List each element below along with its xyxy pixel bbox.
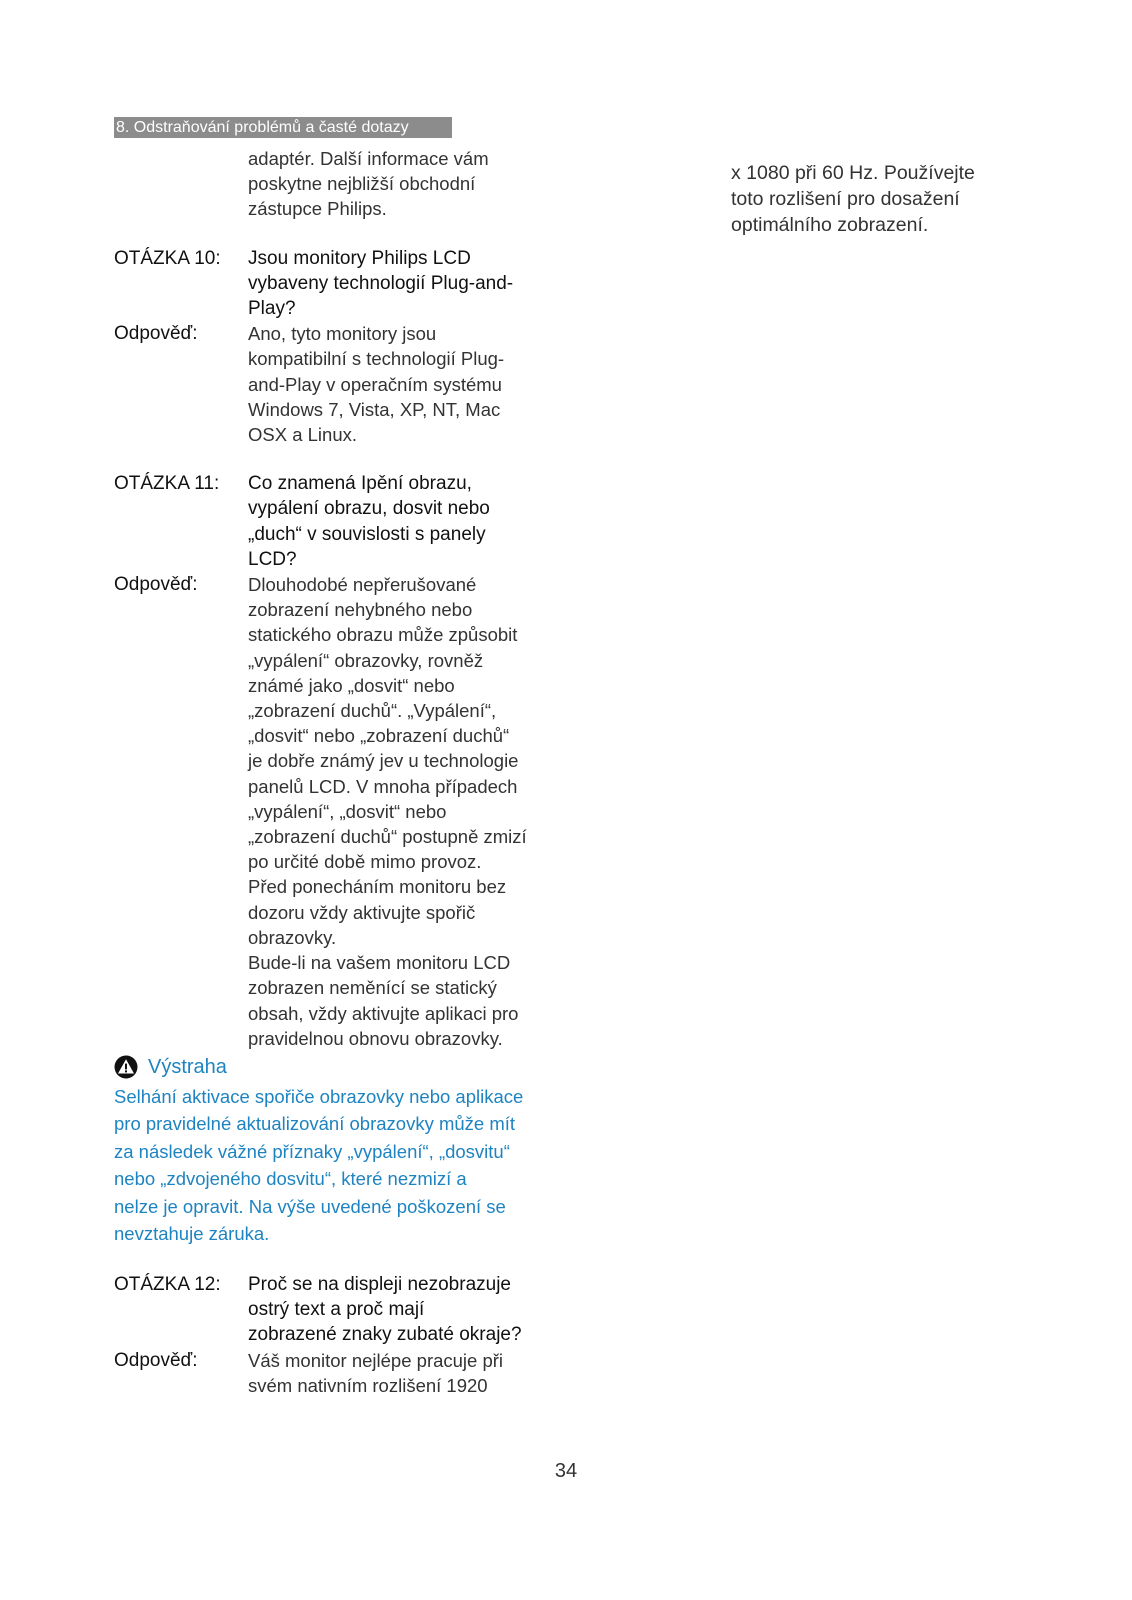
answer-12 xyxy=(114,1348,554,1398)
warning-triangle-icon xyxy=(114,1055,138,1079)
question-text: Co znamená Ipění obrazu, vypálení obrazu, dosvit nebo „duch“ v souvislosti s panely LCD? xyxy=(248,473,490,570)
answer-text: Dlouhodobé nepřerušované zobrazení nehybného nebo statického obrazu může způsobit „vypálení“ obrazovky, rovněž známé jako „dosvit“ nebo „zobrazení duchů“. „Vypálení“, „dosvit“ nebo „zobrazení duchů“ je dobře známý jev u technologie panelů LCD. V mnoha případech „vypálení“, „dosvit“ nebo „zobrazení duchů“ postupně zmizí po určité době mimo provoz. Před ponecháním monitoru bez dozoru vždy aktivujte spořič obrazovky. Bude-li na vašem monitoru LCD zobrazen neměnící se statický obsah, vždy aktivujte aplikaci pro pravidelnou obnovu obrazovky. xyxy=(248,574,527,1049)
warning-title: Výstraha xyxy=(148,1055,227,1078)
answer-text: Váš monitor nejlépe pracuje při svém nativním rozlišení 1920 xyxy=(248,1349,504,1396)
answer-label: Odpověď: xyxy=(114,1349,198,1371)
page-number: 34 xyxy=(554,1460,578,1482)
answer-10 xyxy=(114,321,554,447)
answer-11 xyxy=(114,572,554,1051)
question-text: Proč se na displeji nezobrazuje ostrý text a proč mají zobrazené znaky zubaté okraje? xyxy=(248,1273,522,1346)
section-header: 8. Odstraňování problémů a časté dotazy xyxy=(114,117,452,138)
question-10 xyxy=(114,246,554,322)
right-column: x 1080 při 60 Hz. Používejte toto rozlišení pro dosažení optimálního zobrazení. xyxy=(731,162,975,236)
question-label: OTÁZKA 12: xyxy=(114,1273,221,1295)
answer-text: Ano, tyto monitory jsou kompatibilní s technologií Plug- and-Play v operačním systému Windows 7, Vista, XP, NT, Mac OSX a Linux. xyxy=(248,323,505,446)
answer-label: Odpověď: xyxy=(114,323,198,345)
question-12 xyxy=(114,1272,554,1348)
question-label: OTÁZKA 10: xyxy=(114,247,221,269)
answer-label: Odpověď: xyxy=(114,574,198,596)
question-text: Jsou monitory Philips LCD vybaveny technologií Plug-and- Play? xyxy=(248,247,514,320)
left-column xyxy=(114,146,554,1398)
warning-text: Selhání aktivace spořiče obrazovky nebo aplikace pro pravidelné aktualizování obrazovky může mít za následek vážné příznaky „vypálení“, „dosvitu“ nebo „zdvojeného dosvitu“, které nezmizí a nelze je opravit. Na výše uvedené poškození se nevztahuje záruka. xyxy=(114,1085,524,1245)
warning-heading xyxy=(114,1053,554,1081)
question-11 xyxy=(114,471,554,572)
intro-text: adaptér. Další informace vám poskytne nejbližší obchodní zástupce Philips. xyxy=(248,148,489,220)
question-label: OTÁZKA 11: xyxy=(114,473,220,495)
